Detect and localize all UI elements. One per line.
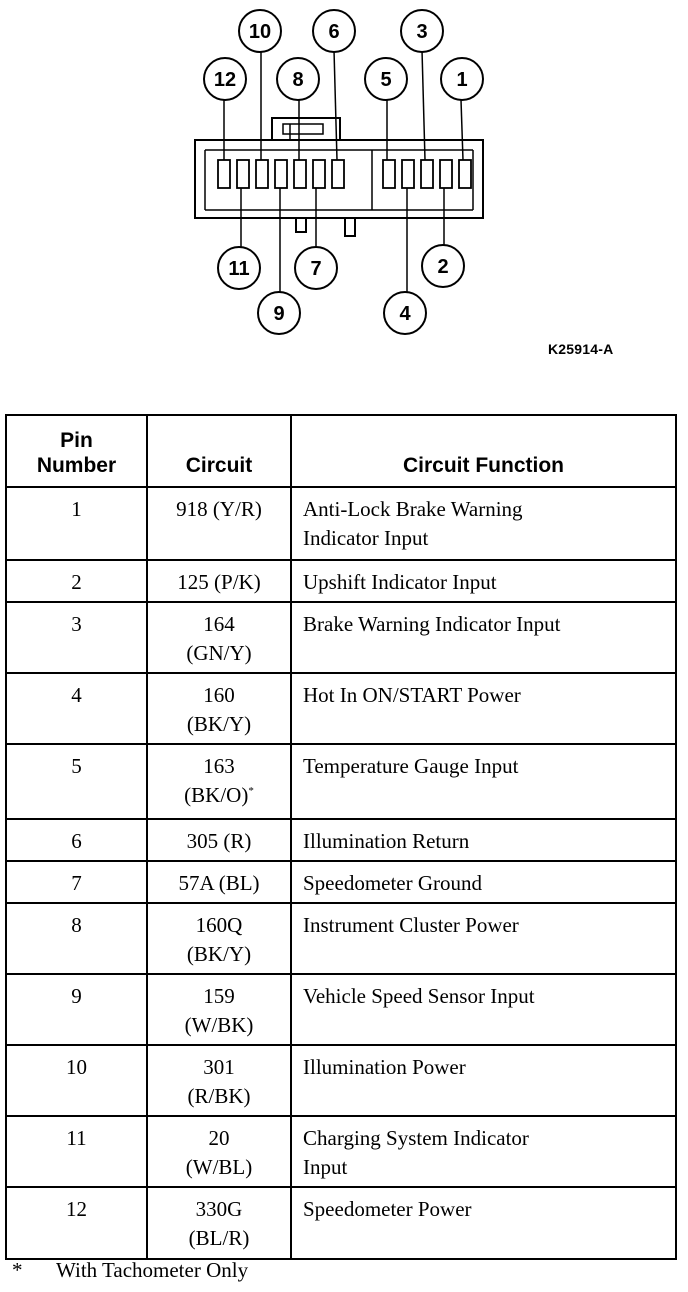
pin-number-cell: 11 <box>6 1116 147 1187</box>
circuit-cell <box>147 1116 291 1187</box>
circuit-function-cell: Brake Warning Indicator Input <box>291 602 676 673</box>
circuit-color: (R/BK) <box>187 1084 251 1108</box>
circuit-number: 159 <box>203 984 235 1008</box>
circuit-function-cell: Charging System Indicator Input <box>291 1116 676 1187</box>
callout-3: 3 <box>416 21 428 43</box>
circuit-cell <box>147 1045 291 1116</box>
table-row <box>6 1187 676 1259</box>
table-row <box>6 487 676 560</box>
circuit-cell <box>147 903 291 974</box>
table-row <box>6 1045 676 1116</box>
circuit-number: 301 <box>203 1055 235 1079</box>
callout-1: 1 <box>456 69 468 91</box>
table-row <box>6 673 676 744</box>
circuit-number: 918 (Y/R) <box>176 497 262 521</box>
circuit-cell <box>147 861 291 903</box>
circuit-cell <box>147 744 291 819</box>
circuit-number: 160Q <box>195 913 243 937</box>
footnote-marker: * <box>12 1258 23 1282</box>
callout-9: 9 <box>273 303 285 325</box>
pinout-table <box>5 414 677 1260</box>
table-row <box>6 560 676 602</box>
circuit-function-cell: Speedometer Ground <box>291 861 676 903</box>
circuit-cell <box>147 673 291 744</box>
circuit-color: (W/BL) <box>185 1155 253 1179</box>
circuit-cell <box>147 487 291 560</box>
table-row <box>6 819 676 861</box>
connector-diagram <box>0 0 688 400</box>
callout-6: 6 <box>328 21 340 43</box>
header-circuit: Circuit <box>147 415 291 487</box>
circuit-color: (BK/O)* <box>184 783 254 807</box>
circuit-function-cell: Upshift Indicator Input <box>291 560 676 602</box>
header-circuit-function: Circuit Function <box>291 415 676 487</box>
callout-5: 5 <box>380 69 392 91</box>
footnote-text: With Tachometer Only <box>56 1258 249 1282</box>
circuit-function-cell: Speedometer Power <box>291 1187 676 1259</box>
circuit-cell <box>147 560 291 602</box>
pin-number-cell: 4 <box>6 673 147 744</box>
pin-number-cell: 2 <box>6 560 147 602</box>
pin-number-cell: 7 <box>6 861 147 903</box>
circuit-function-cell: Hot In ON/START Power <box>291 673 676 744</box>
table-header-row <box>6 415 676 487</box>
circuit-color: (BL/R) <box>188 1226 250 1250</box>
pin-number-cell: 9 <box>6 974 147 1045</box>
figure-id: K25914-A <box>548 341 614 357</box>
callout-10: 10 <box>248 21 272 43</box>
table-row <box>6 744 676 819</box>
circuit-function-cell: Vehicle Speed Sensor Input <box>291 974 676 1045</box>
circuit-function-cell: Anti-Lock Brake Warning Indicator Input <box>291 487 676 560</box>
circuit-function-cell: Illumination Return <box>291 819 676 861</box>
circuit-cell <box>147 602 291 673</box>
header-pin-number: Pin Number <box>6 415 147 487</box>
callout-2: 2 <box>437 256 449 278</box>
callout-8: 8 <box>292 69 304 91</box>
circuit-cell <box>147 974 291 1045</box>
pin-number-cell: 3 <box>6 602 147 673</box>
circuit-color: (BK/Y) <box>186 712 252 736</box>
tachometer-note-mark: * <box>248 785 254 797</box>
circuit-color: (W/BK) <box>184 1013 254 1037</box>
pin-number-cell: 1 <box>6 487 147 560</box>
table-row <box>6 602 676 673</box>
circuit-cell <box>147 819 291 861</box>
pin-number-cell: 6 <box>6 819 147 861</box>
table-row <box>6 1116 676 1187</box>
pin-number-cell: 12 <box>6 1187 147 1259</box>
circuit-number: 330G <box>195 1197 243 1221</box>
table-row <box>6 861 676 903</box>
table-row <box>6 974 676 1045</box>
circuit-function-cell: Temperature Gauge Input <box>291 744 676 819</box>
callout-11: 11 <box>228 258 250 280</box>
circuit-number: 20 <box>208 1126 230 1150</box>
circuit-number: 160 <box>203 683 235 707</box>
circuit-function-cell: Illumination Power <box>291 1045 676 1116</box>
footnote <box>12 1258 248 1283</box>
pin-number-cell: 8 <box>6 903 147 974</box>
callout-4: 4 <box>399 303 411 325</box>
pin-cavities <box>218 160 471 188</box>
circuit-color: (GN/Y) <box>186 641 252 665</box>
circuit-number: 125 (P/K) <box>177 570 261 594</box>
circuit-function-cell: Instrument Cluster Power <box>291 903 676 974</box>
callout-7: 7 <box>310 258 322 280</box>
table-row <box>6 903 676 974</box>
callout-12: 12 <box>213 69 237 91</box>
circuit-number: 163 <box>203 754 235 778</box>
pin-number-cell: 10 <box>6 1045 147 1116</box>
pin-number-cell: 5 <box>6 744 147 819</box>
circuit-number: 164 <box>203 612 235 636</box>
circuit-number: 305 (R) <box>186 829 252 853</box>
circuit-number: 57A (BL) <box>178 871 260 895</box>
circuit-cell <box>147 1187 291 1259</box>
circuit-color: (BK/Y) <box>186 942 252 966</box>
